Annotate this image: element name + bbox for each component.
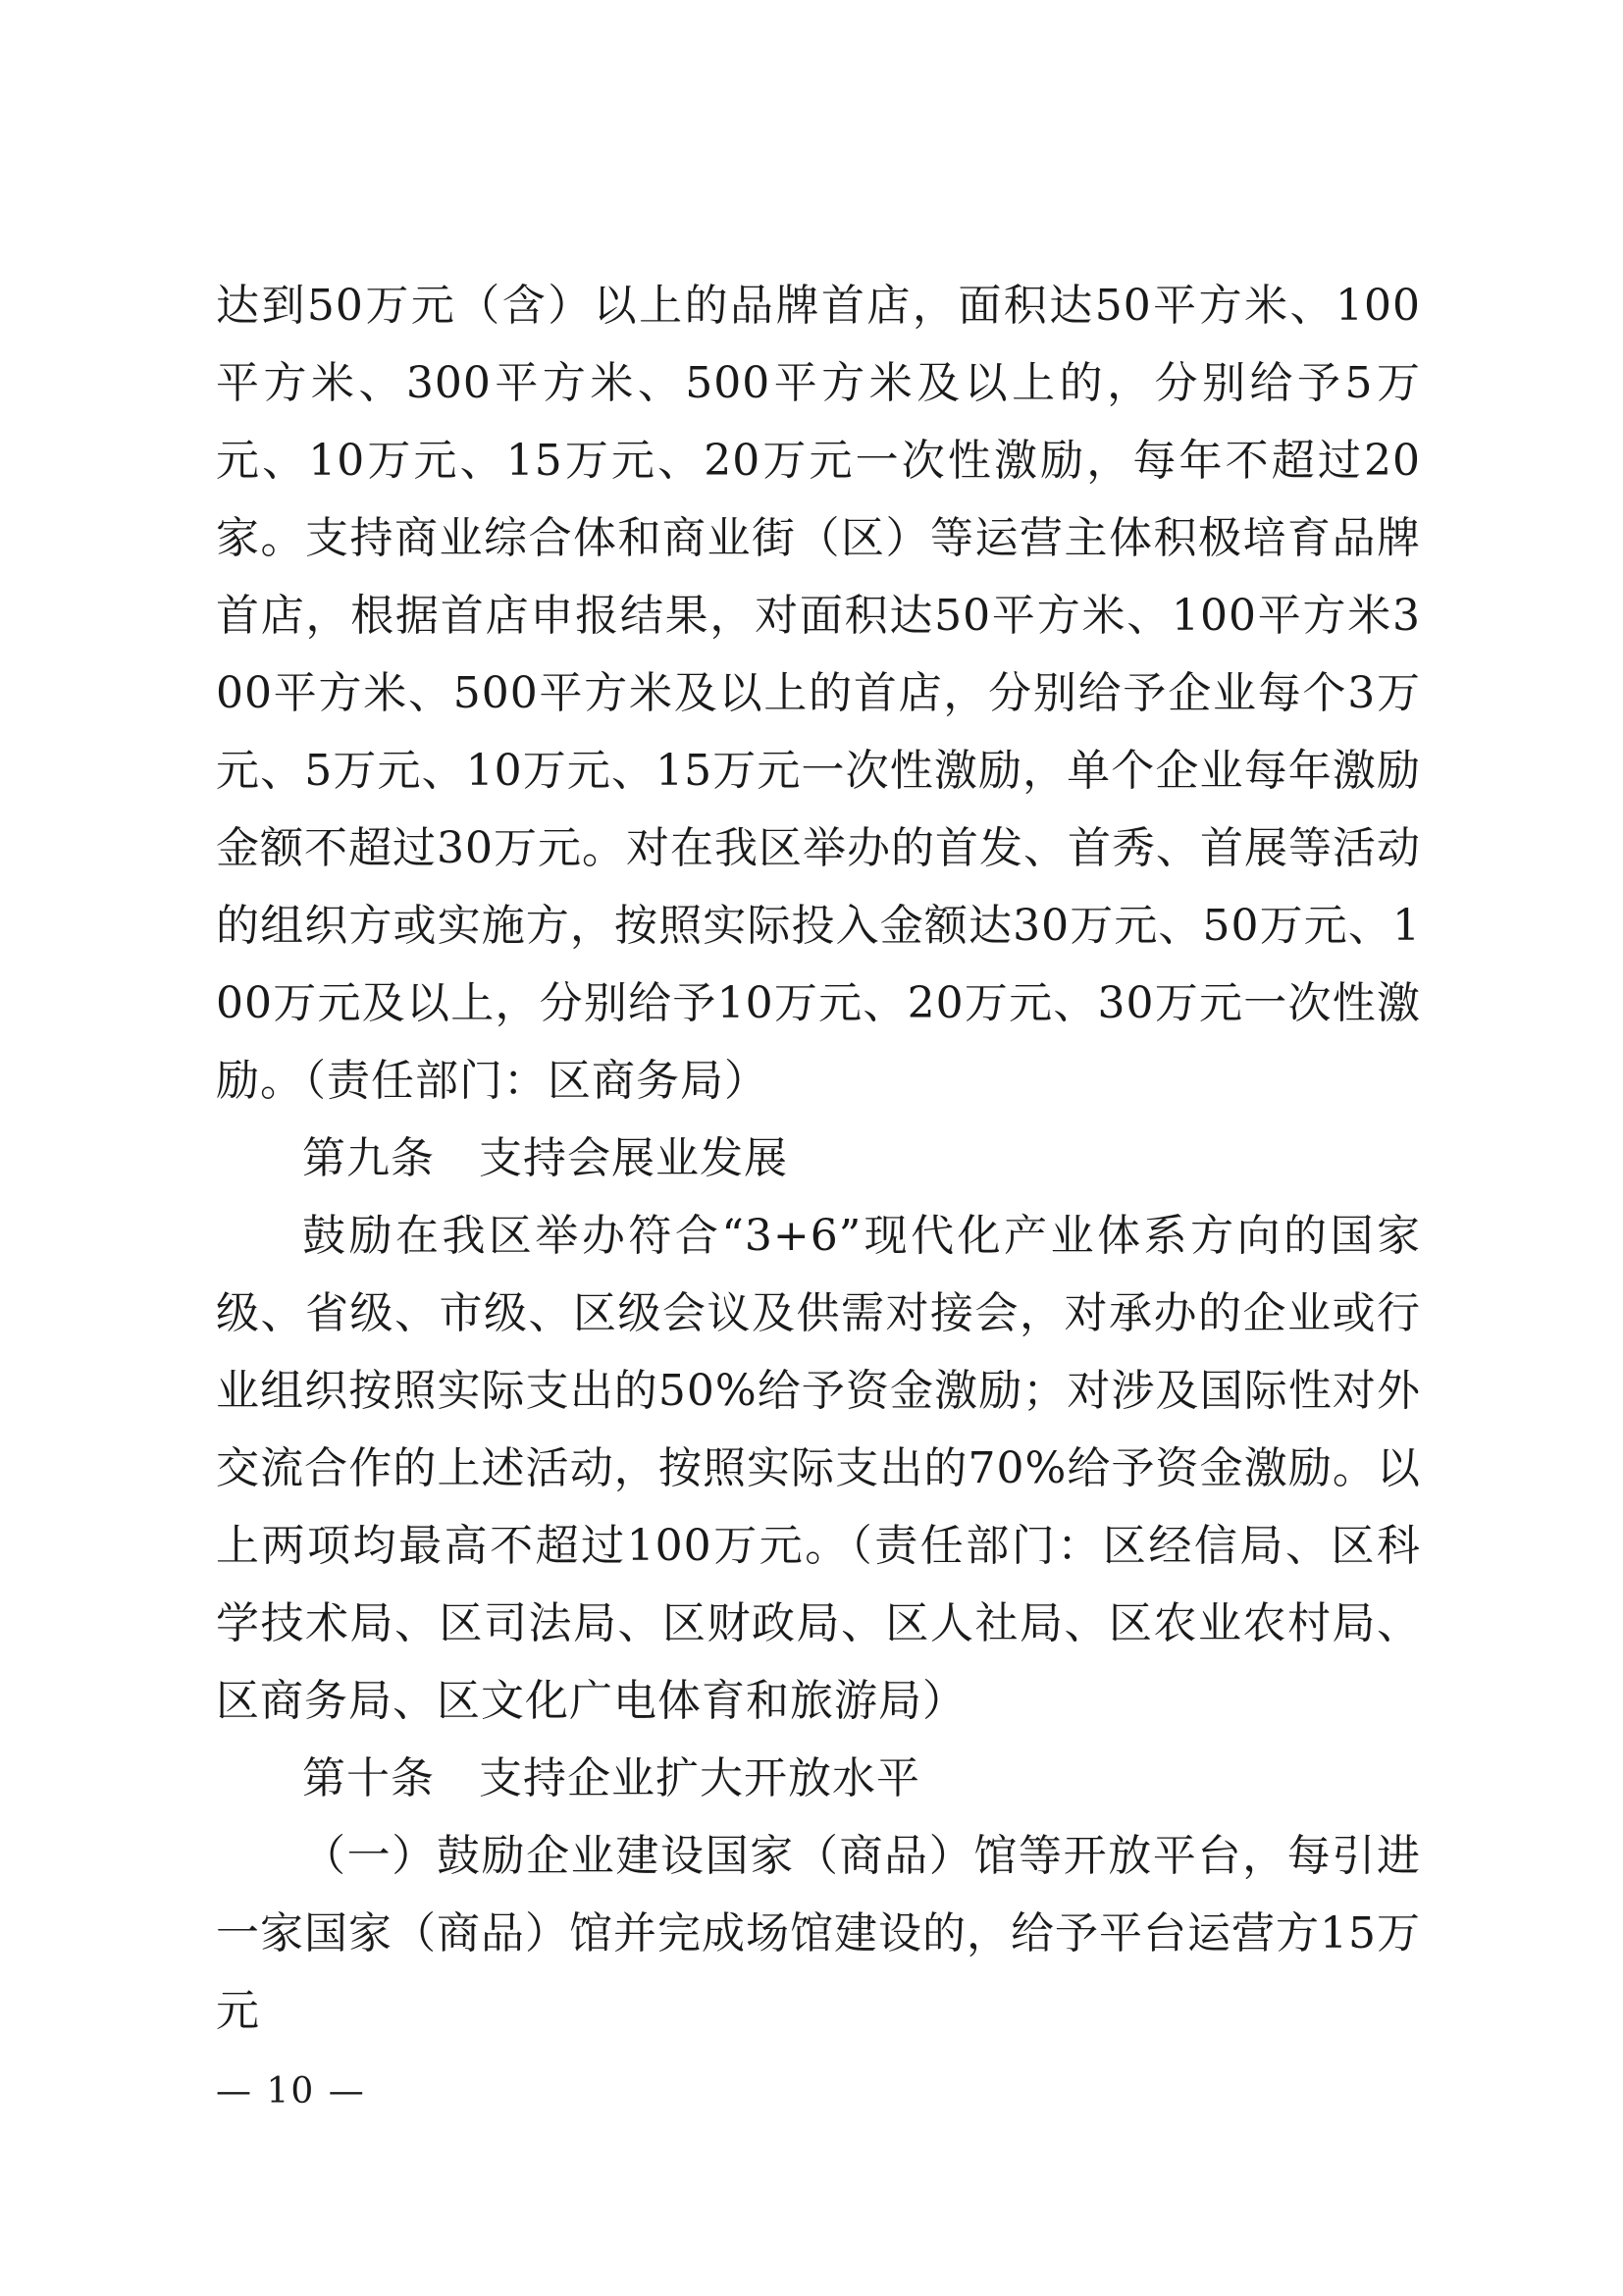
article-9-heading: 第九条 支持会展业发展	[302, 1133, 788, 1183]
paragraph-open-platform: （一）鼓励企业建设国家（商品）馆等开放平台，每引进一家国家（商品）馆并完成场馆建设的，给予平台运营方15万元	[216, 1831, 1421, 2036]
document-body	[216, 267, 1421, 2050]
article-10-heading: 第十条 支持企业扩大开放水平	[302, 1753, 920, 1803]
paragraph-brand-first-store: 达到50万元（含）以上的品牌首店，面积达50平方米、100平方米、300平方米、500平方米及以上的，分别给予5万元、10万元、15万元、20万元一次性激励，每年不超过20家。支持商业综合体和商业街（区）等运营主体积极培育品牌首店，根据首店申报结果，对面积达50平方米、100平方米300平方米、500平方米及以上的首店，分别给予企业每个3万元、5万元、10万元、15万元一次性激励，单个企业每年激励金额不超过30万元。对在我区举办的首发、首秀、首展等活动的组织方或实施方，按照实际投入金额达30万元、50万元、100万元及以上，分别给予10万元、20万元、30万元一次性激励。（责任部门：区商务局）	[216, 281, 1421, 1106]
paragraph-exhibition-support: 鼓励在我区举办符合“3+6”现代化产业体系方向的国家级、省级、市级、区级会议及供需对接会，对承办的企业或行业组织按照实际支出的50%给予资金激励；对涉及国际性对外交流合作的上述活动，按照实际支出的70%给予资金激励。以上两项均最高不超过100万元。（责任部门：区经信局、区科学技术局、区司法局、区财政局、区人社局、区农业农村局、区商务局、区文化广电体育和旅游局）	[216, 1211, 1421, 1726]
page-number: — 10 —	[216, 2071, 366, 2112]
